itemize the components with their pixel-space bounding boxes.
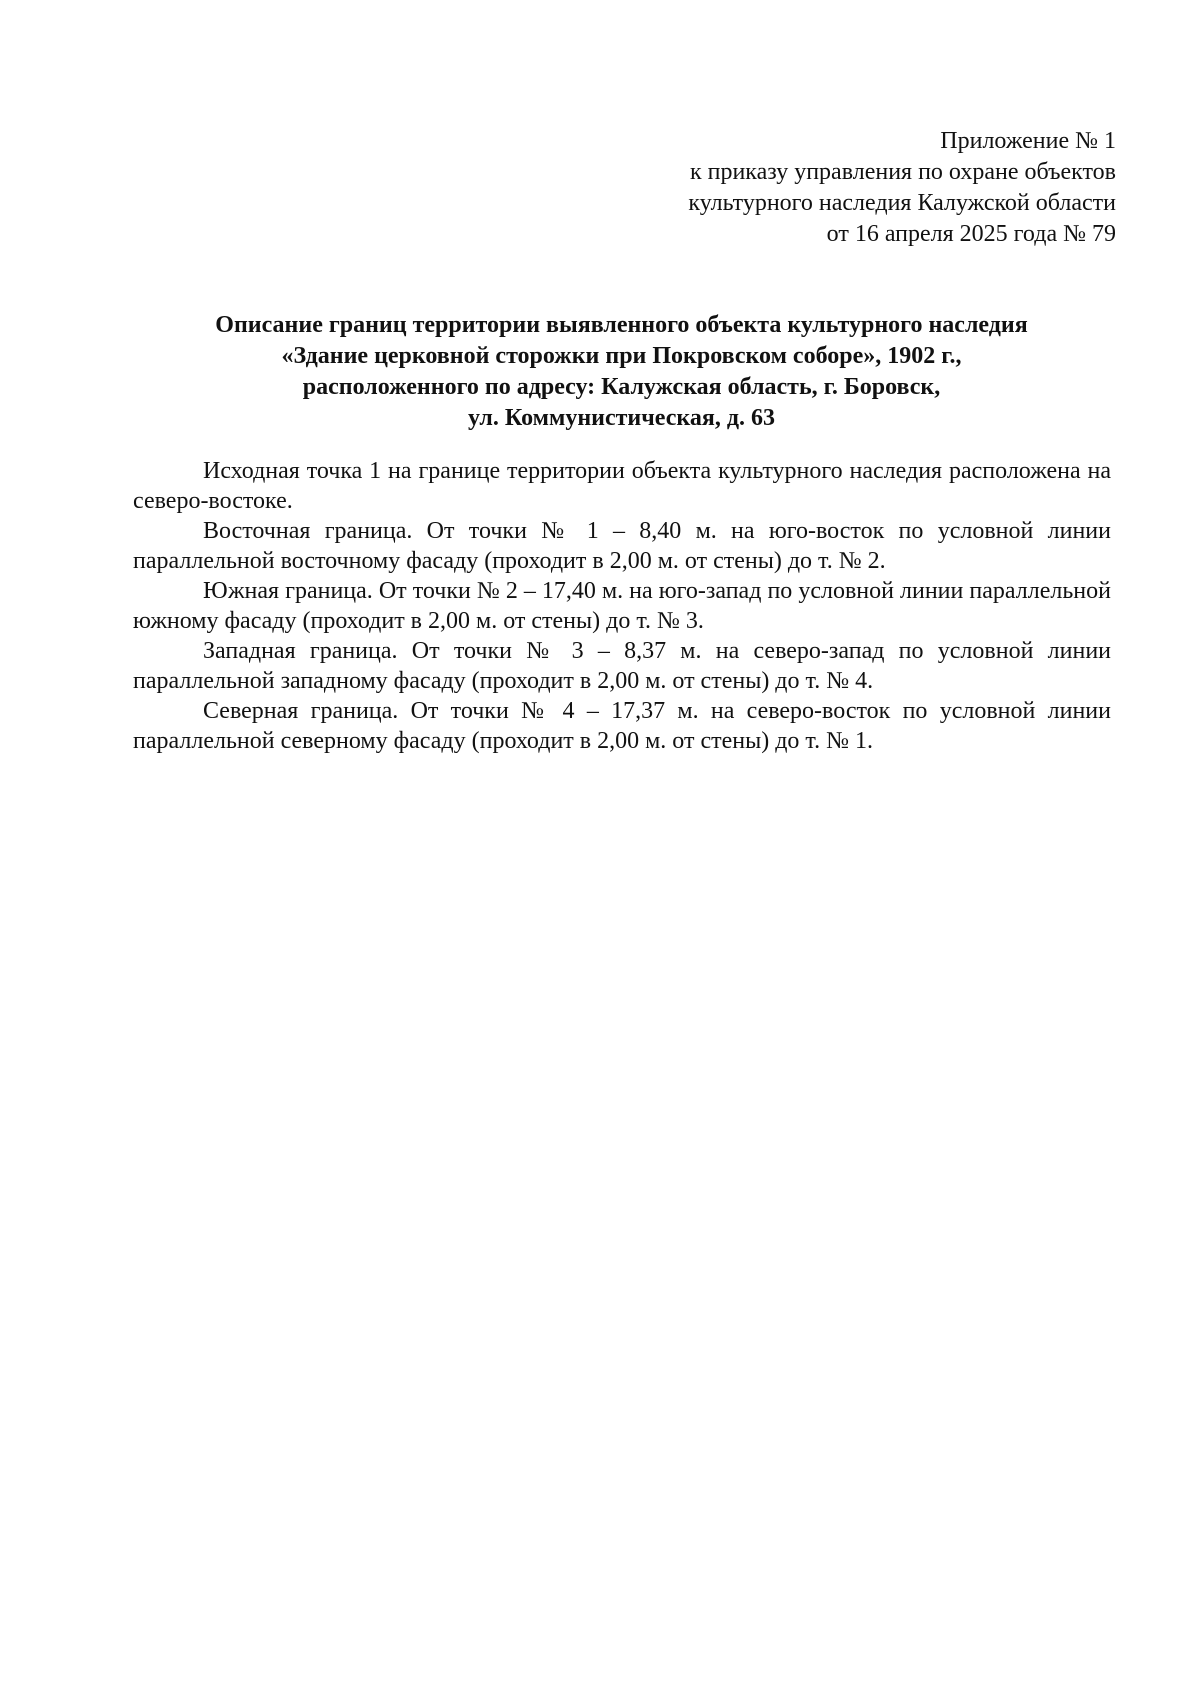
annex-authority: культурного наследия Калужской области: [688, 190, 1116, 216]
annex-order-ref: к приказу управления по охране объектов: [689, 159, 1116, 185]
document-body: [133, 456, 1111, 756]
paragraph-west-boundary: Западная граница. От точки № 3 – 8,37 м. на северо-запад по условной линии параллельной западному фасаду (проходит в 2,00 м. от стены) до т. № 4.: [133, 638, 1111, 694]
paragraph-north-boundary: Северная граница. От точки № 4 – 17,37 м. на северо-восток по условной линии параллельной северному фасаду (проходит в 2,00 м. от стены) до т. № 1.: [133, 698, 1111, 754]
paragraph-east-boundary: Восточная граница. От точки № 1 – 8,40 м. на юго-восток по условной линии параллельной восточному фасаду (проходит в 2,00 м. от стены) до т. № 2.: [133, 518, 1111, 574]
paragraph-south-boundary: Южная граница. От точки № 2 – 17,40 м. на юго-запад по условной линии параллельной южному фасаду (проходит в 2,00 м. от стены) до т. № 3.: [133, 578, 1111, 634]
title-line-3: расположенного по адресу: Калужская область, г. Боровск,: [302, 374, 941, 400]
document-title: [130, 310, 1113, 434]
title-line-2: «Здание церковной сторожки при Покровском соборе», 1902 г.,: [281, 343, 962, 369]
annex-date: от 16 апреля 2025 года № 79: [826, 221, 1116, 247]
annex-header: [688, 126, 1116, 250]
paragraph-starting-point: Исходная точка 1 на границе территории объекта культурного наследия расположена на северо-востоке.: [133, 458, 1111, 514]
title-line-4: ул. Коммунистическая, д. 63: [468, 405, 775, 431]
title-line-1: Описание границ территории выявленного объекта культурного наследия: [215, 312, 1028, 338]
annex-number: Приложение № 1: [940, 128, 1116, 154]
